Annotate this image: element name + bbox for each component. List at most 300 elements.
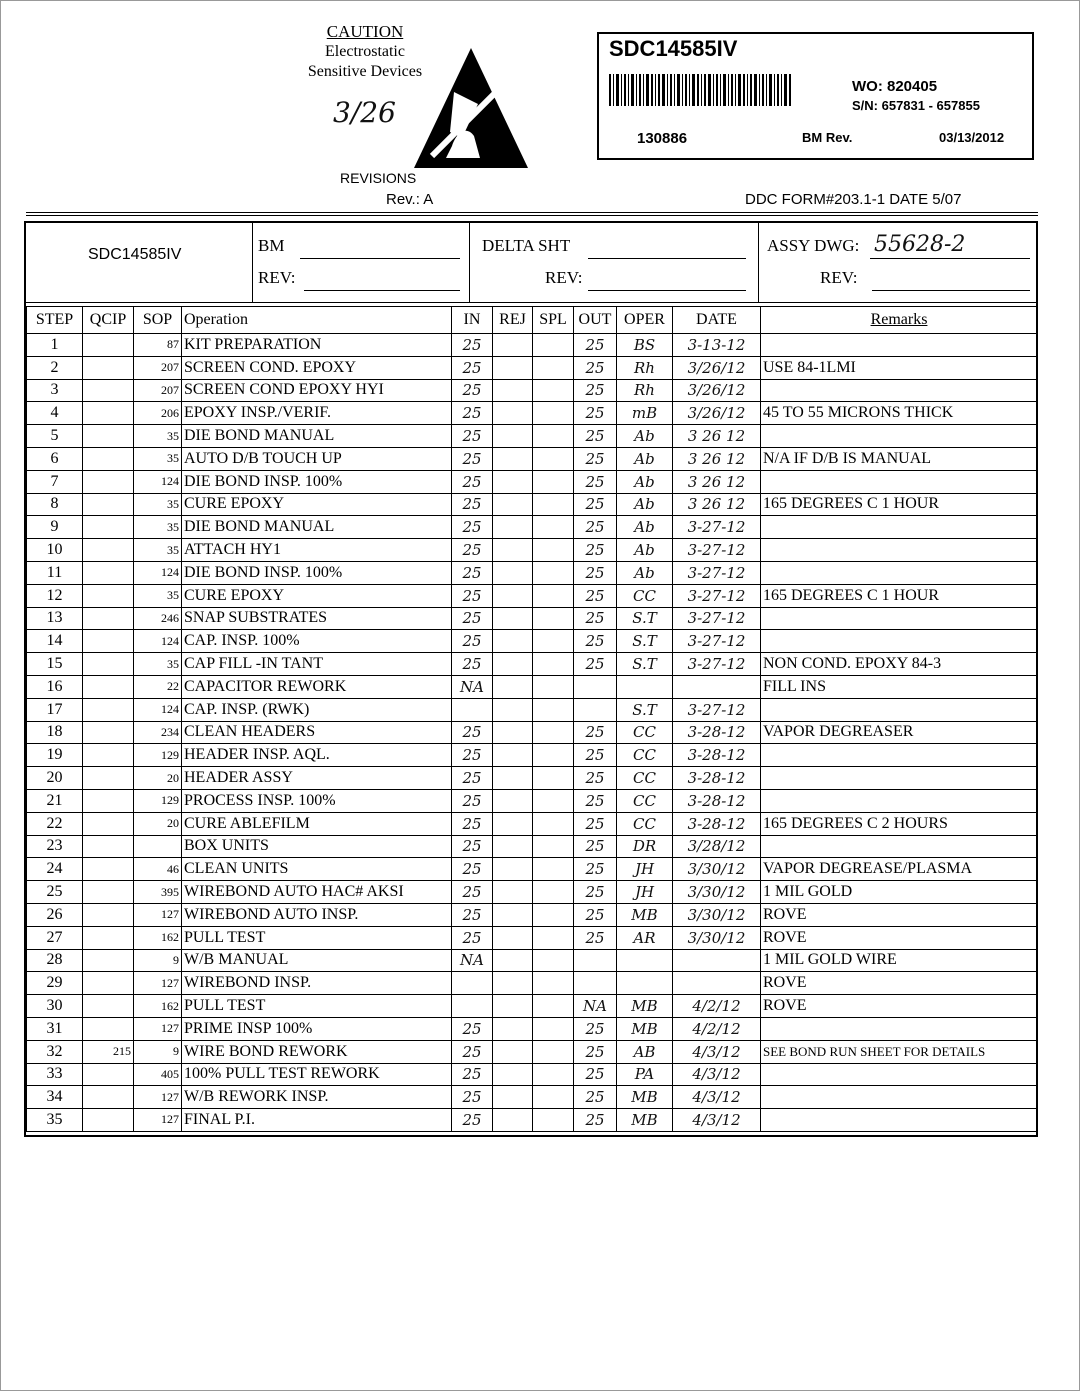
cell-date[interactable]: 3 26 12 [673,470,761,493]
cell-out[interactable]: 25 [574,447,617,470]
cell-in[interactable]: 25 [452,334,493,357]
esd-warning-icon [412,46,530,170]
cell-out[interactable] [574,698,617,721]
cell-rem[interactable] [761,1086,1038,1109]
cell-spl[interactable] [533,356,574,379]
cell-in[interactable]: 25 [452,470,493,493]
cell-date[interactable]: 4/3/12 [673,1040,761,1063]
cell-oper[interactable]: CC [617,744,673,767]
cell-date[interactable]: 3-27-12 [673,607,761,630]
cell-spl[interactable] [533,698,574,721]
cell-sop: 127 [134,972,182,995]
cell-spl[interactable] [533,812,574,835]
cell-in[interactable]: 25 [452,903,493,926]
cell-step: 7 [27,470,83,493]
cell-rem[interactable] [761,789,1038,812]
cell-oper[interactable]: PA [617,1063,673,1086]
cell-in[interactable]: 25 [452,561,493,584]
cell-date[interactable] [673,949,761,972]
cell-spl[interactable] [533,767,574,790]
cell-spl[interactable] [533,607,574,630]
cell-spl[interactable] [533,744,574,767]
cell-in[interactable]: 25 [452,1063,493,1086]
cell-rem[interactable]: ROVE [761,926,1038,949]
cell-out[interactable]: 25 [574,607,617,630]
cell-date[interactable]: 3 26 12 [673,493,761,516]
cell-out[interactable]: 25 [574,858,617,881]
cell-spl[interactable] [533,653,574,676]
cell-out[interactable]: 25 [574,561,617,584]
cell-rej[interactable] [493,903,533,926]
cell-rem[interactable]: VAPOR DEGREASE/PLASMA [761,858,1038,881]
cell-in[interactable]: 25 [452,493,493,516]
cell-in[interactable]: 25 [452,379,493,402]
cell-spl[interactable] [533,1017,574,1040]
cell-rem[interactable] [761,561,1038,584]
cell-in[interactable]: NA [452,675,493,698]
cell-in[interactable]: NA [452,949,493,972]
cell-oper[interactable]: Ab [617,539,673,562]
cell-in[interactable]: 25 [452,425,493,448]
cell-rem[interactable]: USE 84-1LMI [761,356,1038,379]
cell-out[interactable]: 25 [574,379,617,402]
cell-oper[interactable]: JH [617,881,673,904]
cell-oper[interactable]: MB [617,1109,673,1132]
cell-oper[interactable]: Rh [617,379,673,402]
operations-table [26,306,1038,1132]
cell-oper[interactable]: CC [617,767,673,790]
cell-rej[interactable] [493,539,533,562]
cell-sop: 206 [134,402,182,425]
cell-date[interactable]: 3 26 12 [673,425,761,448]
cell-sop: 35 [134,447,182,470]
cell-rej[interactable] [493,1063,533,1086]
cell-spl[interactable] [533,447,574,470]
cell-spl[interactable] [533,1086,574,1109]
table-row [27,1063,1038,1086]
cell-out[interactable] [574,972,617,995]
cell-rem[interactable]: N/A IF D/B IS MANUAL [761,447,1038,470]
cell-date[interactable]: 3/28/12 [673,835,761,858]
cell-date[interactable]: 3-27-12 [673,561,761,584]
cell-out[interactable]: 25 [574,835,617,858]
cell-in[interactable]: 25 [452,539,493,562]
cell-date[interactable]: 3/26/12 [673,379,761,402]
cell-oper[interactable]: AB [617,1040,673,1063]
cell-rej[interactable] [493,881,533,904]
table-row [27,767,1038,790]
cell-spl[interactable] [533,402,574,425]
cell-rej[interactable] [493,812,533,835]
cell-qcip [83,470,134,493]
cell-out[interactable]: 25 [574,812,617,835]
cell-in[interactable]: 25 [452,789,493,812]
cell-oper[interactable]: Ab [617,470,673,493]
cell-spl[interactable] [533,995,574,1018]
cell-oper[interactable]: S.T [617,698,673,721]
cell-in[interactable]: 25 [452,447,493,470]
cell-oper[interactable]: Ab [617,561,673,584]
cell-date[interactable]: 3-27-12 [673,584,761,607]
col-in: IN [452,307,493,334]
cell-rem[interactable]: 1 MIL GOLD [761,881,1038,904]
cell-in[interactable]: 25 [452,630,493,653]
cell-out[interactable]: 25 [574,470,617,493]
delta-sht-field[interactable] [588,258,746,259]
cell-out[interactable] [574,675,617,698]
cell-out[interactable]: 25 [574,425,617,448]
cell-rem[interactable]: ROVE [761,972,1038,995]
cell-rej[interactable] [493,470,533,493]
cell-sop: 127 [134,1109,182,1132]
cell-spl[interactable] [533,561,574,584]
cell-oper[interactable] [617,675,673,698]
cell-spl[interactable] [533,858,574,881]
cell-op: DIE BOND INSP. 100% [182,561,452,584]
cell-out[interactable] [574,949,617,972]
cell-sop: 127 [134,1086,182,1109]
cell-op: CURE ABLEFILM [182,812,452,835]
cell-rej[interactable] [493,1109,533,1132]
cell-rem[interactable] [761,379,1038,402]
cell-date[interactable]: 3 26 12 [673,447,761,470]
cell-spl[interactable] [533,334,574,357]
cell-oper[interactable]: JH [617,858,673,881]
cell-qcip [83,812,134,835]
cell-rem[interactable] [761,425,1038,448]
cell-date[interactable]: 3-27-12 [673,539,761,562]
cell-rem[interactable] [761,470,1038,493]
cell-out[interactable]: 25 [574,630,617,653]
cell-rej[interactable] [493,425,533,448]
cell-step: 19 [27,744,83,767]
cell-in[interactable] [452,995,493,1018]
cell-sop: 35 [134,516,182,539]
cell-in[interactable]: 25 [452,1109,493,1132]
assy-rev-field[interactable] [872,290,1030,291]
cell-out[interactable]: 25 [574,653,617,676]
cell-rem[interactable]: 165 DEGREES C 2 HOURS [761,812,1038,835]
cell-rej[interactable] [493,1086,533,1109]
cell-out[interactable]: 25 [574,1109,617,1132]
divider [26,215,1038,216]
cell-spl[interactable] [533,903,574,926]
table-row [27,516,1038,539]
cell-oper[interactable]: CC [617,721,673,744]
cell-rej[interactable] [493,926,533,949]
cell-qcip [83,425,134,448]
cell-qcip [83,402,134,425]
cell-rej[interactable] [493,698,533,721]
cell-in[interactable] [452,698,493,721]
cell-oper[interactable]: Ab [617,425,673,448]
cell-rej[interactable] [493,607,533,630]
cell-out[interactable]: 25 [574,881,617,904]
cell-rem[interactable] [761,744,1038,767]
cell-oper[interactable]: MB [617,1086,673,1109]
cell-oper[interactable]: mB [617,402,673,425]
cell-in[interactable]: 25 [452,926,493,949]
cell-date[interactable]: 3-27-12 [673,698,761,721]
delta-sht-label: DELTA SHT [482,236,571,255]
cell-sop: 35 [134,653,182,676]
cell-rem[interactable] [761,334,1038,357]
cell-rem[interactable] [761,1109,1038,1132]
cell-qcip [83,744,134,767]
cell-out[interactable]: 25 [574,1040,617,1063]
cell-op: WIREBOND AUTO HAC# AKSI [182,881,452,904]
cell-rem[interactable]: FILL INS [761,675,1038,698]
cell-rej[interactable] [493,789,533,812]
cell-rem[interactable]: NON COND. EPOXY 84-3 [761,653,1038,676]
cell-date[interactable]: 3-28-12 [673,721,761,744]
cell-rej[interactable] [493,767,533,790]
cell-rem[interactable]: ROVE [761,903,1038,926]
cell-in[interactable]: 25 [452,402,493,425]
table-row [27,675,1038,698]
cell-oper[interactable]: Ab [617,516,673,539]
cell-spl[interactable] [533,379,574,402]
serial-range: S/N: 657831 - 657855 [852,98,980,113]
cell-oper[interactable]: Ab [617,493,673,516]
cell-date[interactable]: 4/3/12 [673,1086,761,1109]
cell-date[interactable] [673,972,761,995]
cell-spl[interactable] [533,675,574,698]
cell-out[interactable]: 25 [574,903,617,926]
cell-rem[interactable] [761,1063,1038,1086]
cell-in[interactable]: 25 [452,1086,493,1109]
cell-oper[interactable]: MB [617,903,673,926]
cell-date[interactable]: 3-28-12 [673,812,761,835]
cell-spl[interactable] [533,539,574,562]
cell-oper[interactable]: CC [617,789,673,812]
cell-date[interactable]: 3-27-12 [673,653,761,676]
cell-qcip [83,1086,134,1109]
cell-out[interactable]: 25 [574,1086,617,1109]
cell-rem[interactable]: SEE BOND RUN SHEET FOR DETAILS [761,1040,1038,1063]
cell-rej[interactable] [493,744,533,767]
cell-in[interactable]: 25 [452,881,493,904]
cell-date[interactable]: 4/3/12 [673,1063,761,1086]
cell-out[interactable]: 25 [574,721,617,744]
cell-out[interactable]: 25 [574,539,617,562]
cell-out[interactable]: 25 [574,334,617,357]
cell-rem[interactable]: 45 TO 55 MICRONS THICK [761,402,1038,425]
cell-in[interactable] [452,972,493,995]
table-row [27,539,1038,562]
cell-spl[interactable] [533,789,574,812]
cell-date[interactable]: 3-13-12 [673,334,761,357]
cell-spl[interactable] [533,630,574,653]
cell-rej[interactable] [493,995,533,1018]
cell-oper[interactable]: Ab [617,447,673,470]
header-part-number: SDC14585IV [88,246,182,263]
cell-in[interactable]: 25 [452,835,493,858]
cell-out[interactable]: 25 [574,926,617,949]
cell-in[interactable]: 25 [452,812,493,835]
cell-spl[interactable] [533,493,574,516]
cell-rej[interactable] [493,334,533,357]
cell-step: 24 [27,858,83,881]
cell-rem[interactable]: 165 DEGREES C 1 HOUR [761,584,1038,607]
cell-date[interactable]: 4/2/12 [673,995,761,1018]
cell-spl[interactable] [533,835,574,858]
cell-oper[interactable]: CC [617,812,673,835]
cell-date[interactable]: 3/26/12 [673,356,761,379]
cell-rem[interactable] [761,630,1038,653]
cell-rem[interactable]: 165 DEGREES C 1 HOUR [761,493,1038,516]
cell-rej[interactable] [493,1040,533,1063]
cell-rej[interactable] [493,653,533,676]
cell-rem[interactable]: ROVE [761,995,1038,1018]
cell-in[interactable]: 25 [452,744,493,767]
cell-spl[interactable] [533,470,574,493]
col-operation: Operation [182,307,452,334]
table-row [27,356,1038,379]
cell-rem[interactable]: 1 MIL GOLD WIRE [761,949,1038,972]
cell-date[interactable]: 3-27-12 [673,516,761,539]
cell-date[interactable]: 3-28-12 [673,744,761,767]
cell-date[interactable] [673,675,761,698]
cell-date[interactable]: 3/26/12 [673,402,761,425]
cell-oper[interactable]: CC [617,584,673,607]
cell-rej[interactable] [493,447,533,470]
cell-oper[interactable]: MB [617,995,673,1018]
bm-rev-field[interactable] [304,290,460,291]
cell-date[interactable]: 3-27-12 [673,630,761,653]
cell-in[interactable]: 25 [452,1017,493,1040]
cell-in[interactable]: 25 [452,653,493,676]
cell-qcip [83,858,134,881]
cell-spl[interactable] [533,721,574,744]
cell-op: CLEAN UNITS [182,858,452,881]
cell-oper[interactable]: BS [617,334,673,357]
cell-oper[interactable]: S.T [617,630,673,653]
cell-sop: 35 [134,493,182,516]
cell-oper[interactable]: DR [617,835,673,858]
cell-op: 100% PULL TEST REWORK [182,1063,452,1086]
cell-rem[interactable] [761,607,1038,630]
cell-sop: 124 [134,698,182,721]
cell-spl[interactable] [533,425,574,448]
cell-rej[interactable] [493,356,533,379]
cell-out[interactable]: 25 [574,402,617,425]
cell-rej[interactable] [493,972,533,995]
cell-oper[interactable]: Rh [617,356,673,379]
cell-spl[interactable] [533,1109,574,1132]
cell-oper[interactable]: MB [617,1017,673,1040]
cell-out[interactable]: 25 [574,767,617,790]
bm-field[interactable] [300,258,460,259]
cell-rej[interactable] [493,835,533,858]
cell-rem[interactable] [761,767,1038,790]
cell-oper[interactable]: AR [617,926,673,949]
cell-rej[interactable] [493,949,533,972]
cell-op: CURE EPOXY [182,584,452,607]
cell-out[interactable]: 25 [574,584,617,607]
cell-rej[interactable] [493,675,533,698]
cell-rej[interactable] [493,584,533,607]
cell-in[interactable]: 25 [452,767,493,790]
cell-date[interactable]: 4/2/12 [673,1017,761,1040]
cell-oper[interactable] [617,972,673,995]
cell-date[interactable]: 3/30/12 [673,858,761,881]
cell-oper[interactable]: S.T [617,653,673,676]
cell-date[interactable]: 3-28-12 [673,789,761,812]
cell-out[interactable]: 25 [574,744,617,767]
cell-rem[interactable] [761,835,1038,858]
cell-rej[interactable] [493,379,533,402]
cell-out[interactable]: 25 [574,493,617,516]
cell-spl[interactable] [533,584,574,607]
cell-in[interactable]: 25 [452,607,493,630]
cell-out[interactable]: 25 [574,789,617,812]
cell-rej[interactable] [493,402,533,425]
cell-oper[interactable] [617,949,673,972]
cell-rem[interactable] [761,1017,1038,1040]
cell-spl[interactable] [533,926,574,949]
cell-op: DIE BOND MANUAL [182,425,452,448]
cell-spl[interactable] [533,1063,574,1086]
cell-date[interactable]: 3/30/12 [673,881,761,904]
cell-in[interactable]: 25 [452,356,493,379]
cell-op: DIE BOND MANUAL [182,516,452,539]
cell-in[interactable]: 25 [452,584,493,607]
table-row [27,744,1038,767]
cell-out[interactable]: 25 [574,516,617,539]
cell-rem[interactable] [761,698,1038,721]
cell-step: 12 [27,584,83,607]
cell-op: KIT PREPARATION [182,334,452,357]
cell-rej[interactable] [493,858,533,881]
cell-rej[interactable] [493,1017,533,1040]
cell-spl[interactable] [533,1040,574,1063]
delta-rev-field[interactable] [588,290,746,291]
cell-date[interactable]: 4/3/12 [673,1109,761,1132]
cell-date[interactable]: 3-28-12 [673,767,761,790]
caution-line2: Sensitive Devices [307,63,423,80]
assy-dwg-field[interactable] [870,258,1030,259]
cell-in[interactable]: 25 [452,721,493,744]
cell-out[interactable]: NA [574,995,617,1018]
cell-rej[interactable] [493,561,533,584]
cell-date[interactable]: 3/30/12 [673,926,761,949]
cell-spl[interactable] [533,949,574,972]
cell-spl[interactable] [533,972,574,995]
cell-rem[interactable] [761,516,1038,539]
cell-date[interactable]: 3/30/12 [673,903,761,926]
cell-rej[interactable] [493,630,533,653]
cell-qcip [83,493,134,516]
cell-in[interactable]: 25 [452,1040,493,1063]
cell-op: WIREBOND INSP. [182,972,452,995]
cell-rej[interactable] [493,721,533,744]
cell-spl[interactable] [533,881,574,904]
cell-oper[interactable]: S.T [617,607,673,630]
cell-spl[interactable] [533,516,574,539]
cell-in[interactable]: 25 [452,516,493,539]
cell-in[interactable]: 25 [452,858,493,881]
cell-rem[interactable]: VAPOR DEGREASER [761,721,1038,744]
cell-rem[interactable] [761,539,1038,562]
cell-out[interactable]: 25 [574,356,617,379]
cell-step: 28 [27,949,83,972]
cell-out[interactable]: 25 [574,1017,617,1040]
cell-out[interactable]: 25 [574,1063,617,1086]
cell-op: FINAL P.I. [182,1109,452,1132]
cell-rej[interactable] [493,516,533,539]
cell-rej[interactable] [493,493,533,516]
